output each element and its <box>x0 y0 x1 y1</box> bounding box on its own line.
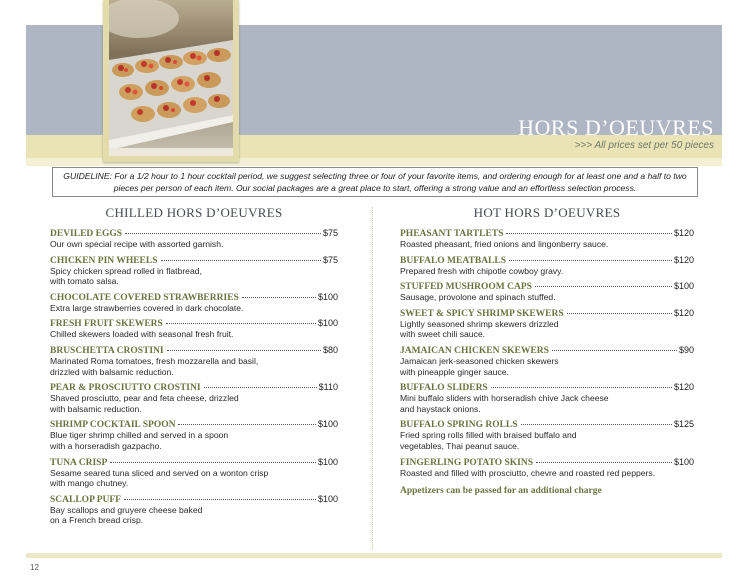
guideline-text: For a 1/2 hour to 1 hour cocktail period, we suggest selecting three or four of your favorite items, and ordering enough for at least one and a half to two pieces per person of each item. Our social packages are a great place to start, offering a strong value and an effortless selection process. <box>112 171 687 193</box>
dot-leader <box>491 387 672 388</box>
menu-item <box>50 381 338 414</box>
menu-item-description: with tomato salsa. <box>50 276 119 287</box>
menu-item <box>50 456 338 489</box>
menu-item-price: $90 <box>678 344 694 355</box>
menu-item <box>50 227 338 250</box>
menu-item-name: BUFFALO SLIDERS <box>400 383 488 394</box>
menu-item-name: BUFFALO SPRING ROLLS <box>400 420 518 431</box>
menu-item <box>400 227 694 250</box>
menu-item-price: $100 <box>317 493 338 504</box>
dot-leader <box>110 462 316 463</box>
menu-item <box>400 344 694 377</box>
menu-item-description: Spicy chicken spread rolled in flatbread, <box>50 265 202 276</box>
menu-item-description: with sweet chili sauce. <box>400 329 486 340</box>
menu-item-name: SCALLOP PUFF <box>50 494 121 505</box>
menu-item-header <box>400 418 694 430</box>
menu-item-name: STUFFED MUSHROOM CAPS <box>400 282 532 293</box>
menu-item-description: drizzled with balsamic reduction. <box>50 366 174 377</box>
menu-item-price: $80 <box>322 344 338 355</box>
dot-leader <box>567 313 672 314</box>
menu-item-header <box>400 344 694 356</box>
chilled-section-title: CHILLED HORS D’OEUVRES <box>105 205 283 220</box>
menu-item-header <box>50 254 338 266</box>
menu-item <box>50 344 338 377</box>
dot-leader <box>536 462 672 463</box>
menu-item <box>400 418 694 451</box>
appetizer-photo-frame <box>103 0 239 162</box>
prices-note: >>> All prices set per 50 pieces <box>574 140 714 151</box>
hot-column <box>400 205 694 496</box>
menu-item <box>400 381 694 414</box>
menu-item-price: $100 <box>317 318 338 329</box>
appetizer-photo <box>109 0 233 156</box>
passed-appetizers-note: Appetizers can be passed for an additional charge <box>400 486 602 497</box>
menu-item-price: $120 <box>673 254 694 265</box>
column-divider <box>372 207 374 549</box>
menu-item <box>50 291 338 314</box>
menu-item-name: SHRIMP COCKTAIL SPOON <box>50 420 176 431</box>
menu-item <box>50 418 338 451</box>
menu-item-description: Sausage, provolone and spinach stuffed. <box>400 292 556 303</box>
menu-item-description: with mango chutney. <box>50 478 129 489</box>
dot-leader <box>552 350 677 351</box>
menu-item-name: BRUSCHETTA CROSTINI <box>50 345 164 356</box>
menu-item-price: $75 <box>322 254 338 265</box>
dot-leader <box>242 297 316 298</box>
menu-item-price: $75 <box>322 228 338 238</box>
footer-band <box>26 553 722 558</box>
menu-item-description: Bay scallops and gruyere cheese baked <box>50 504 203 515</box>
page-title: HORS D’OEUVRES <box>518 115 714 140</box>
dot-leader <box>509 260 672 261</box>
menu-item-price: $120 <box>673 228 694 238</box>
menu-item-description: and haystack onions. <box>400 403 481 414</box>
menu-item-name: PEAR & PROSCIUTTO CROSTINI <box>50 383 201 394</box>
menu-item-price: $100 <box>673 456 694 467</box>
dot-leader <box>521 424 672 425</box>
menu-item-price: $120 <box>673 307 694 318</box>
menu-item <box>400 456 694 479</box>
menu-item-description: Lightly seasoned shrimp skewers drizzled <box>400 318 559 329</box>
dot-leader <box>161 260 321 261</box>
menu-item-description: with balsamic reduction. <box>50 403 142 414</box>
menu-item-description: Our own special recipe with assorted garnish. <box>50 239 224 249</box>
hot-items <box>400 227 694 478</box>
menu-item-name: FRESH FRUIT SKEWERS <box>50 319 163 330</box>
page-number: 12 <box>30 563 39 572</box>
dot-leader <box>125 233 321 234</box>
menu-item-price: $100 <box>317 456 338 467</box>
menu-item-price: $100 <box>673 281 694 292</box>
menu-item-header <box>50 317 338 329</box>
menu-item-header <box>50 493 338 505</box>
menu-item-description: vegetables, Thai peanut sauce. <box>400 440 520 451</box>
menu-item-header <box>400 280 694 292</box>
menu-item-description: Blue tiger shrimp chilled and served in a spoon <box>50 430 229 441</box>
menu-item-price: $125 <box>673 419 694 430</box>
menu-item-price: $110 <box>318 382 338 393</box>
menu-item-description: Mini buffalo sliders with horseradish chive Jack cheese <box>400 393 609 404</box>
menu-item-header <box>50 418 338 430</box>
menu-item-description: Roasted pheasant, fried onions and lingonberry sauce. <box>400 239 609 249</box>
menu-item-header <box>50 381 338 393</box>
menu-item-description: with pineapple ginger sauce. <box>400 366 509 377</box>
menu-item-header <box>50 227 338 239</box>
menu-item-description: on a French bread crisp. <box>50 515 144 526</box>
dot-leader <box>506 233 672 234</box>
menu-item-name: TUNA CRISP <box>50 457 108 468</box>
menu-item-name: JAMAICAN CHICKEN SKEWERS <box>400 345 549 356</box>
menu-item-name: PHEASANT TARTLETS <box>400 229 504 239</box>
menu-item-description: Jamaican jerk-seasoned chicken skewers <box>400 355 559 366</box>
guideline-box <box>52 167 698 197</box>
chilled-items <box>50 227 338 526</box>
menu-item-description: Prepared fresh with chipotle cowboy gravy. <box>400 265 564 276</box>
menu-item <box>50 317 338 340</box>
menu-item-description: Roasted and filled with prosciutto, chevre and roasted red peppers. <box>400 467 656 478</box>
dot-leader <box>178 424 316 425</box>
menu-item <box>400 307 694 340</box>
bruschetta-tray-picture <box>109 0 233 156</box>
menu-item-header <box>50 291 338 303</box>
menu-item-price: $100 <box>317 291 338 302</box>
menu-item-name: DEVILED EGGS <box>50 229 123 239</box>
menu-item-header <box>400 227 694 239</box>
dot-leader <box>124 499 316 500</box>
menu-item-price: $120 <box>673 382 694 393</box>
menu-item-description: Fried spring rolls filled with braised buffalo and <box>400 430 577 441</box>
menu-item-name: FINGERLING POTATO SKINS <box>400 457 534 468</box>
chilled-column <box>50 205 338 530</box>
menu-item-price: $100 <box>317 419 338 430</box>
menu-item-header <box>400 254 694 266</box>
menu-item-description: Chilled skewers loaded with seasonal fresh fruit. <box>50 329 234 340</box>
menu-item-description: Marinated Roma tomatoes, fresh mozzarella and basil, <box>50 355 259 366</box>
menu-item-description: Extra large strawberries covered in dark chocolate. <box>50 302 244 313</box>
menu-item-header <box>400 381 694 393</box>
menu-item-description: Shaved prosciutto, pear and feta cheese, drizzled <box>50 393 239 404</box>
dot-leader <box>166 323 316 324</box>
dot-leader <box>535 286 672 287</box>
dot-leader <box>204 387 317 388</box>
menu-item-header <box>400 456 694 468</box>
menu-item-description: Sesame seared tuna sliced and served on a wonton crisp <box>50 467 269 478</box>
hot-section-title: HOT HORS D’OEUVRES <box>473 205 621 220</box>
menu-item <box>50 254 338 287</box>
menu-item <box>400 280 694 303</box>
menu-item <box>400 254 694 277</box>
guideline-lead: GUIDELINE: <box>63 171 113 181</box>
menu-item-name: BUFFALO MEATBALLS <box>400 255 507 266</box>
menu-item-description: with a horseradish gazpacho. <box>50 440 162 451</box>
dot-leader <box>167 350 321 351</box>
menu-item-header <box>50 344 338 356</box>
menu-item-name: CHOCOLATE COVERED STRAWBERRIES <box>50 292 239 303</box>
menu-item-header <box>400 307 694 319</box>
menu-item-header <box>50 456 338 468</box>
menu-item <box>50 493 338 526</box>
menu-item-name: CHICKEN PIN WHEELS <box>50 255 158 266</box>
menu-item-name: SWEET & SPICY SHRIMP SKEWERS <box>400 308 564 319</box>
